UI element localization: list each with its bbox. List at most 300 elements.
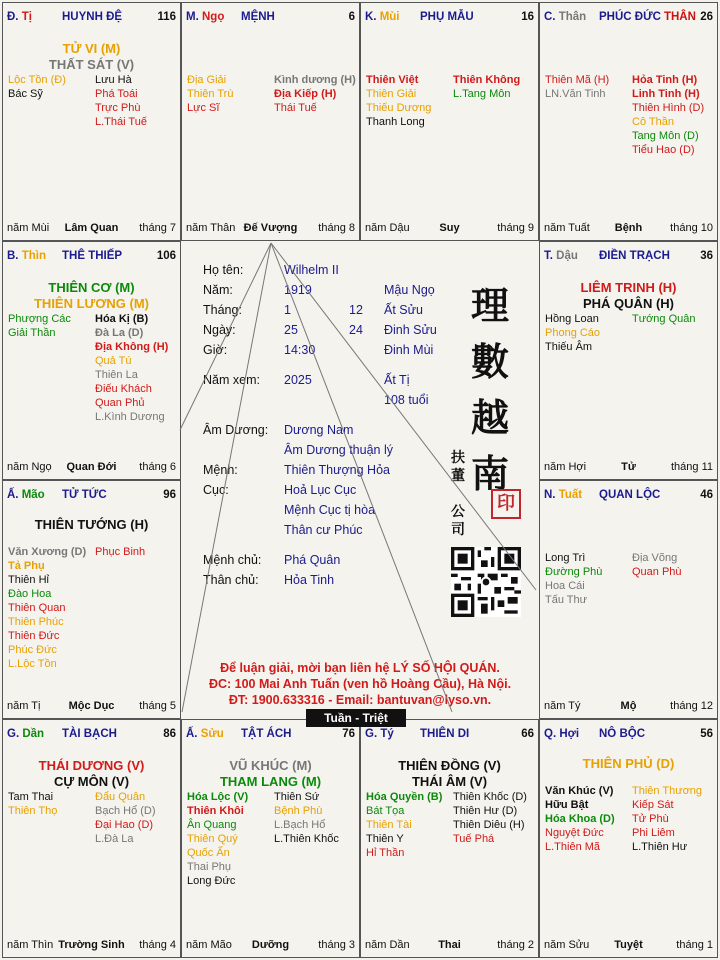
palace-header [7, 11, 176, 25]
palace-cell-p9 [181, 719, 360, 958]
branch-animal: Dần [22, 728, 45, 740]
main-star: THIÊN ĐỒNG (V) [398, 758, 501, 773]
palace-age: 16 [521, 11, 534, 23]
minor-star: Hồng Loan [545, 313, 599, 325]
palace-branch [7, 489, 45, 501]
palace-footer [365, 939, 534, 953]
birth-hour: 14:30 [284, 343, 316, 357]
minor-star: Thiên Giải [366, 88, 417, 100]
minor-stars-right [95, 545, 145, 559]
palace-footer [7, 222, 176, 236]
lunar-month-label: tháng 11 [670, 461, 713, 473]
decade-year: năm Tuất [544, 222, 590, 234]
palace-footer [544, 939, 713, 953]
palace-name: HUYNH ĐỆ [62, 11, 123, 23]
branch-stem: T. [544, 250, 557, 262]
minor-star: Đại Hao (D) [95, 819, 154, 831]
minor-star: Cô Thần [632, 116, 674, 128]
minor-star: Phượng Các [8, 313, 71, 325]
calligraphy-char-1: 理 [471, 283, 510, 328]
palace-header [186, 11, 355, 25]
minor-star: Thiếu Âm [545, 341, 593, 353]
palace-header [544, 489, 713, 503]
minor-star: Phúc Đức [8, 644, 57, 656]
main-star: THÁI ÂM (V) [411, 774, 488, 789]
birth-month: 1 [284, 303, 291, 317]
palace-branch [7, 728, 44, 740]
minor-star: Thiên Diêu (H) [453, 819, 525, 831]
menh-label: Mệnh: [203, 463, 238, 477]
minor-star: Hóa Quyền (B) [366, 791, 443, 803]
calligraphy-char-4: 南 [471, 451, 510, 496]
main-star: VŨ KHÚC (M) [229, 758, 312, 773]
lunar-month-label: tháng 6 [139, 461, 176, 473]
minor-star: Địa Kiếp (H) [274, 88, 337, 100]
branch-stem: G. [365, 728, 381, 740]
branch-stem: B. [7, 250, 22, 262]
hour-can-chi: Đinh Mùi [384, 343, 434, 357]
branch-stem: G. [7, 728, 23, 740]
palace-cell-p8 [2, 719, 181, 958]
main-star: PHÁ QUÂN (H) [583, 296, 674, 311]
minor-star: Thiên Phúc [8, 616, 64, 628]
minor-star: Ân Quang [187, 819, 237, 831]
contact-address: ĐC: 100 Mai Anh Tuấn (ven hồ Hoàng Cầu), Hà Nội. [208, 677, 512, 691]
minor-stars-right [95, 73, 147, 129]
center-info-panel [181, 241, 539, 719]
minor-star: Thiên Tài [366, 819, 412, 831]
palace-cell-p7 [539, 480, 718, 719]
minor-star: L.Tang Môn [453, 88, 511, 100]
minor-star: Thai Phụ [187, 861, 232, 873]
minor-stars-left [545, 312, 600, 354]
menh-value: Thiên Thượng Hỏa [284, 463, 390, 477]
minor-star: Tả Phụ [8, 560, 45, 572]
truong-sinh-stage: Thai [438, 939, 461, 951]
palace-age: 66 [521, 728, 534, 740]
minor-star: Thiên Quý [187, 833, 238, 845]
palace-branch [7, 11, 32, 23]
contact-phone-email: ĐT: 1900.633316 - Email: bantuvan@lyso.vn. [228, 693, 492, 707]
minor-star: L.Bạch Hổ [274, 819, 326, 831]
minor-star: Tướng Quân [632, 313, 696, 325]
main-star: THAM LANG (M) [219, 774, 322, 789]
palace-age: 26 [700, 11, 713, 23]
palace-footer [365, 222, 534, 236]
palace-cell-p11 [539, 719, 718, 958]
minor-star: Trực Phù [95, 102, 141, 114]
palace-age: 106 [156, 250, 176, 262]
palace-name: THÊ THIẾP [62, 250, 123, 262]
palace-cell-p0 [2, 2, 181, 241]
branch-animal: Tuất [558, 489, 583, 501]
branch-animal: Tị [21, 11, 32, 23]
current-age: 108 tuổi [384, 393, 429, 407]
minor-star: Địa Giải [187, 74, 227, 86]
minor-star: Hỉ Thần [366, 847, 405, 859]
minor-stars-right [632, 312, 696, 326]
minor-star: Lực Sĩ [187, 102, 220, 114]
view-year-label: Năm xem: [203, 373, 260, 387]
truong-sinh-stage: Mộ [620, 700, 637, 712]
calligraphy-char-2: 數 [471, 339, 510, 384]
minor-star: Bạch Hổ (D) [95, 805, 156, 817]
truong-sinh-stage: Quan Đới [66, 461, 117, 473]
palace-branch [544, 11, 586, 23]
minor-stars-left [187, 73, 233, 115]
palace-branch [365, 728, 394, 740]
decade-year: năm Ngọ [7, 461, 52, 473]
truong-sinh-stage: Mộc Dục [68, 700, 115, 712]
than-chu-label: Thân chủ: [203, 573, 259, 587]
palace-name: PHỤ MẪU [420, 11, 474, 23]
palace-branch [186, 728, 224, 740]
minor-star: Thiên Y [366, 833, 404, 845]
palace-age: 96 [163, 489, 176, 501]
palace-name: ĐIỀN TRẠCH [599, 250, 670, 262]
view-can-chi: Ất Tị [384, 373, 410, 387]
minor-stars-right [632, 784, 702, 854]
birth-year: 1919 [284, 283, 312, 297]
palace-branch [544, 728, 579, 740]
decade-year: năm Tị [7, 700, 41, 712]
minor-stars-left [187, 790, 248, 888]
minor-star: Phục Binh [95, 546, 146, 558]
minor-star: Thiếu Dương [366, 102, 432, 114]
decade-year: năm Hợi [544, 461, 587, 473]
palace-header [7, 489, 176, 503]
palace-footer [7, 461, 176, 475]
truong-sinh-stage: Dưỡng [251, 939, 290, 951]
small-calli-1: 扶 [451, 450, 465, 466]
branch-animal: Hợi [559, 728, 580, 740]
palace-cell-p3 [539, 2, 718, 241]
main-star: TỬ VI (M) [62, 41, 121, 56]
minor-star: Hóa Lộc (V) [187, 791, 249, 803]
day-can-chi: Đinh Sửu [384, 323, 437, 337]
main-star: THẤT SÁT (V) [48, 57, 135, 72]
branch-animal: Dậu [556, 250, 578, 262]
contact-line-1: Để luận giải, mời bạn liên hệ LÝ SỐ HỘI QUÁN. [220, 661, 500, 675]
lunar-month-label: tháng 8 [318, 222, 355, 234]
palace-age: 46 [700, 489, 713, 501]
calligraphy-char-3: 越 [471, 395, 510, 440]
lunar-month-label: tháng 3 [318, 939, 355, 951]
decade-year: năm Mùi [7, 222, 50, 234]
palace-branch [365, 11, 400, 23]
minor-star: Lộc Tồn (Đ) [8, 74, 66, 86]
truong-sinh-stage: Tử [621, 461, 636, 473]
than-tag: THÂN [663, 11, 696, 23]
minor-star: Đẩu Quân [95, 791, 146, 803]
cuc-relation: Mệnh Cục tị hòa [284, 503, 376, 517]
minor-star: Thiên Không [453, 74, 521, 86]
truong-sinh-stage: Lâm Quan [64, 222, 119, 234]
palace-header [544, 728, 713, 742]
palace-name: PHÚC ĐỨC THÂN [599, 11, 696, 23]
decade-year: năm Mão [186, 939, 232, 951]
minor-stars-left [366, 73, 431, 129]
qr-code-icon [451, 547, 521, 617]
minor-star: Địa Không (H) [95, 341, 169, 353]
minor-star: Nguyệt Đức [545, 827, 604, 839]
branch-stem: C. [544, 11, 559, 23]
minor-star: Hóa Khoa (D) [545, 813, 615, 825]
lunar-month-label: tháng 2 [497, 939, 534, 951]
minor-stars-left [545, 784, 615, 854]
main-star: THÁI DƯƠNG (V) [38, 758, 145, 773]
minor-star: Bệnh Phù [274, 805, 323, 817]
palace-cell-p2 [360, 2, 539, 241]
palace-branch [544, 250, 578, 262]
palace-age: 6 [348, 11, 355, 23]
minor-stars-right [632, 73, 704, 157]
minor-star: Lưu Hà [95, 74, 132, 86]
minor-stars-left [545, 551, 602, 607]
palace-name: THIÊN DI [420, 728, 470, 740]
minor-star: Quốc Ấn [187, 847, 230, 859]
branch-stem: Ấ. [186, 728, 201, 740]
branch-stem: K. [365, 11, 380, 23]
branch-stem: M. [186, 11, 202, 23]
minor-stars-left [8, 312, 71, 340]
minor-star: L.Thiên Mã [545, 841, 601, 853]
main-star: LIÊM TRINH (H) [580, 280, 677, 295]
than-position: Thân cư Phúc [284, 523, 363, 537]
tuan-triet-badge: Tuần - Triệt [306, 709, 406, 727]
palace-cell-p4 [2, 241, 181, 480]
palace-cell-p6 [2, 480, 181, 719]
decade-year: năm Thìn [7, 939, 54, 951]
month-label: Tháng: [203, 303, 242, 317]
minor-star: Phá Toái [95, 88, 138, 100]
amduong-label: Âm Dương: [203, 423, 269, 437]
palace-age: 36 [700, 250, 713, 262]
branch-animal: Ngọ [201, 11, 225, 23]
decade-year: năm Sửu [544, 939, 590, 951]
palace-footer [7, 700, 176, 714]
minor-star: Thiên Sứ [274, 791, 320, 803]
name-label: Họ tên: [203, 263, 244, 277]
minor-stars-right [632, 551, 682, 579]
month-can-chi: Ất Sửu [384, 303, 423, 317]
minor-stars-left [545, 73, 609, 101]
minor-star: Long Trì [545, 552, 586, 564]
minor-stars-right [95, 790, 156, 846]
hour-label: Giờ: [203, 343, 228, 357]
minor-star: Bát Tọa [366, 805, 405, 817]
truong-sinh-stage: Bệnh [614, 222, 643, 234]
palace-age: 86 [163, 728, 176, 740]
palace-name: TÀI BẠCH [62, 728, 117, 740]
minor-star: LN.Văn Tinh [545, 88, 606, 100]
minor-star: Thiên Hình (D) [632, 102, 705, 114]
palace-age: 56 [700, 728, 713, 740]
palace-cell-p10 [360, 719, 539, 958]
branch-animal: Mão [21, 489, 45, 501]
minor-stars-left [8, 73, 66, 101]
minor-star: Tấu Thư [545, 594, 588, 606]
small-calli-3: 公 [451, 504, 465, 520]
palace-header [544, 11, 713, 25]
minor-star: L.Lộc Tồn [8, 658, 57, 670]
minor-star: Tang Môn (D) [632, 130, 699, 142]
minor-star: L.Thiên Khốc [274, 833, 339, 845]
truong-sinh-stage: Trường Sinh [58, 939, 125, 951]
day-label: Ngày: [203, 323, 236, 337]
decade-year: năm Dậu [365, 222, 410, 234]
palace-footer [544, 700, 713, 714]
minor-star: Kiếp Sát [632, 799, 674, 811]
minor-star: Tuế Phá [453, 833, 495, 845]
palace-footer [186, 222, 355, 236]
cuc-label: Cục: [203, 483, 229, 497]
truong-sinh-stage: Suy [439, 222, 460, 234]
branch-stem: N. [544, 489, 559, 501]
minor-star: Thiên Khôi [187, 805, 244, 817]
birth-day: 25 [284, 323, 298, 337]
minor-star: Thiên Khốc (D) [453, 791, 527, 803]
minor-star: Linh Tinh (H) [632, 88, 700, 100]
palace-footer [544, 222, 713, 236]
minor-star: Quả Tú [95, 355, 132, 367]
branch-animal: Mùi [379, 11, 400, 23]
minor-star: Đào Hoa [8, 588, 52, 600]
minor-stars-right [453, 790, 527, 846]
minor-star: Hóa Kị (B) [95, 313, 149, 325]
minor-star: Tiểu Hao (D) [632, 144, 695, 156]
main-star: THIÊN CƠ (M) [48, 280, 135, 295]
minor-star: Đà La (D) [95, 327, 144, 339]
truong-sinh-stage: Đế Vượng [243, 222, 298, 234]
than-chu-value: Hỏa Tinh [284, 573, 335, 587]
palace-header [544, 250, 713, 264]
minor-star: Văn Khúc (V) [545, 785, 614, 797]
minor-star: Phong Cáo [545, 327, 601, 339]
menh-chu-label: Mệnh chủ: [203, 553, 262, 567]
minor-star: Hữu Bật [545, 799, 589, 811]
lunar-day: 24 [349, 323, 363, 337]
minor-star: Địa Võng [632, 552, 678, 564]
minor-star: L.Đà La [95, 833, 134, 845]
view-year: 2025 [284, 373, 312, 387]
main-star: THIÊN PHỦ (D) [582, 756, 675, 771]
branch-stem: Ấ. [7, 489, 22, 501]
year-label: Năm: [203, 283, 233, 297]
branch-stem: Đ. [7, 11, 22, 23]
minor-star: Thiên Thương [632, 785, 703, 797]
minor-star: Hỏa Tinh (H) [632, 74, 698, 86]
minor-star: Hoa Cái [545, 580, 585, 592]
palace-cell-p5 [539, 241, 718, 480]
minor-star: Điếu Khách [95, 383, 152, 395]
red-seal: 印 [491, 489, 521, 519]
menh-chu-value: Phá Quân [284, 553, 341, 567]
lunar-month-label: tháng 1 [676, 939, 713, 951]
minor-star: Long Đức [187, 875, 236, 887]
minor-star: Thiên La [95, 369, 138, 381]
amduong-relation: Âm Dương thuận lý [284, 443, 393, 457]
minor-star: Quan Phủ [95, 397, 145, 409]
minor-star: Quan Phù [632, 566, 682, 578]
branch-animal: Thân [558, 11, 587, 23]
cuc-value: Hoả Lục Cục [284, 483, 357, 497]
minor-star: Thái Tuế [274, 102, 317, 114]
minor-star: Tử Phù [632, 813, 669, 825]
minor-star: Bác Sỹ [8, 88, 43, 100]
minor-stars-right [453, 73, 520, 101]
small-calli-2: 董 [451, 468, 465, 484]
palace-branch [544, 489, 582, 501]
palace-name: QUAN LỘC [599, 489, 661, 501]
minor-stars-right [95, 312, 168, 424]
amduong-value: Dương Nam [284, 423, 354, 437]
palace-name: TỬ TỨC [62, 489, 107, 501]
lunar-month-label: tháng 12 [670, 700, 713, 712]
person-name: Wilhelm II [284, 263, 339, 277]
palace-footer [544, 461, 713, 475]
lunar-month-label: tháng 5 [139, 700, 176, 712]
minor-star: Thiên Quan [8, 602, 66, 614]
minor-star: Kình dương (H) [274, 74, 356, 86]
main-star: THIÊN LƯƠNG (M) [33, 296, 150, 311]
minor-star: Thanh Long [366, 116, 425, 128]
lunar-month-label: tháng 9 [497, 222, 534, 234]
minor-star: Thiên Mã (H) [545, 74, 610, 86]
palace-name: MỆNH [241, 11, 275, 23]
truong-sinh-stage: Tuyệt [614, 939, 643, 951]
lunar-month: 12 [349, 303, 363, 317]
palace-header [186, 728, 355, 742]
palace-footer [186, 939, 355, 953]
palace-header [7, 250, 176, 264]
decade-year: năm Tý [544, 700, 581, 712]
minor-star: Văn Xương (D) [8, 546, 87, 558]
palace-header [365, 11, 534, 25]
decade-year: năm Dần [365, 939, 410, 951]
minor-star: Thiên Trù [187, 88, 234, 100]
minor-star: Tam Thai [8, 791, 54, 803]
minor-stars-right [274, 790, 339, 846]
main-star: CỰ MÔN (V) [53, 774, 130, 789]
decade-year: năm Thân [186, 222, 236, 234]
palace-age: 76 [342, 728, 355, 740]
minor-star: Giải Thần [8, 327, 56, 339]
main-star: THIÊN TƯỚNG (H) [34, 517, 149, 532]
minor-star: Thiên Việt [366, 74, 419, 86]
minor-star: L.Thiên Hư [632, 841, 688, 853]
branch-stem: Q. [544, 728, 560, 740]
branch-animal: Tý [380, 728, 394, 740]
small-calli-4: 司 [451, 522, 465, 538]
minor-star: Thiên Thọ [8, 805, 58, 817]
year-can-chi: Mậu Ngọ [384, 283, 435, 297]
lunar-month-label: tháng 10 [670, 222, 713, 234]
palace-age: 116 [157, 11, 176, 23]
minor-stars-left [8, 790, 57, 818]
minor-star: Thiên Đức [8, 630, 60, 642]
minor-star: Thiên Hư (D) [453, 805, 518, 817]
palace-name: TẬT ÁCH [241, 728, 292, 740]
lunar-month-label: tháng 4 [139, 939, 176, 951]
branch-animal: Thìn [21, 250, 46, 262]
minor-stars-left [8, 545, 86, 671]
minor-stars-left [366, 790, 442, 860]
branch-animal: Sửu [200, 728, 224, 740]
palace-branch [186, 11, 224, 23]
palace-cell-p1 [181, 2, 360, 241]
lunar-month-label: tháng 7 [139, 222, 176, 234]
